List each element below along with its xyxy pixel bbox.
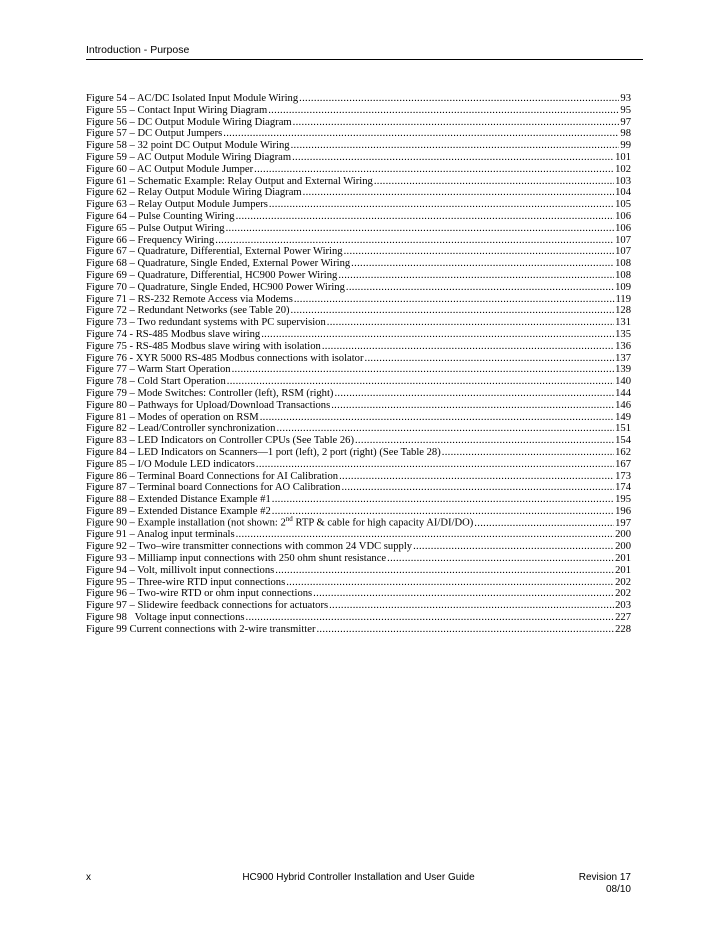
toc-entry-leader bbox=[316, 624, 614, 636]
toc-entry-page: 151 bbox=[615, 423, 631, 435]
toc-entry-label: Figure 66 – Frequency Wiring bbox=[86, 234, 215, 246]
toc-entry-label: Figure 56 – DC Output Module Wiring Diagram bbox=[86, 116, 292, 128]
toc-entry[interactable] bbox=[86, 235, 631, 247]
toc-entry[interactable] bbox=[86, 353, 631, 365]
toc-entry-label: Figure 82 – Lead/Controller synchronization bbox=[86, 423, 276, 435]
toc-entry-page: 227 bbox=[615, 612, 631, 624]
toc-entry[interactable] bbox=[86, 199, 631, 211]
toc-entry[interactable] bbox=[86, 176, 631, 188]
toc-entry[interactable] bbox=[86, 164, 631, 176]
toc-entry-page: 144 bbox=[615, 387, 631, 399]
toc-entry-page: 200 bbox=[615, 529, 631, 541]
toc-entry-page: 102 bbox=[615, 163, 631, 175]
toc-entry-leader bbox=[275, 565, 614, 577]
toc-entry-page: 173 bbox=[615, 470, 631, 482]
toc-entry-leader bbox=[272, 506, 614, 518]
toc-entry-leader bbox=[344, 246, 615, 258]
toc-entry-leader bbox=[246, 612, 615, 624]
toc-entry-label: Figure 79 – Mode Switches: Controller (left), RSM (right) bbox=[86, 387, 334, 399]
toc-entry-label: Figure 60 – AC Output Module Jumper bbox=[86, 163, 254, 175]
toc-entry-label: Figure 57 – DC Output Jumpers bbox=[86, 128, 223, 140]
toc-entry-page: 197 bbox=[615, 517, 631, 529]
toc-entry-leader bbox=[294, 294, 615, 306]
toc-entry-label: Figure 95 – Three-wire RTD input connections bbox=[86, 576, 286, 588]
toc-entry-label: Figure 84 – LED Indicators on Scanners—1 port (left), 2 port (right) (See Table 28) bbox=[86, 446, 441, 458]
toc-entry-page: 98 bbox=[620, 128, 631, 140]
toc-entry-page: 95 bbox=[620, 104, 631, 116]
toc-entry-label: Figure 89 – Extended Distance Example #2 bbox=[86, 505, 271, 517]
toc-entry[interactable] bbox=[86, 565, 631, 577]
toc-entry-page: 97 bbox=[620, 116, 631, 128]
toc-entry-page: 196 bbox=[615, 505, 631, 517]
toc-entry-page: 140 bbox=[615, 376, 631, 388]
toc-entry-label: Figure 63 – Relay Output Module Jumpers bbox=[86, 199, 268, 211]
toc-entry-label: Figure 83 – LED Indicators on Controller CPUs (See Table 26) bbox=[86, 435, 354, 447]
toc-entry-page: 108 bbox=[615, 269, 631, 281]
toc-entry-label: Figure 97 – Slidewire feedback connections for actuators bbox=[86, 600, 329, 612]
toc-entry-label: Figure 73 – Two redundant systems with PC supervision bbox=[86, 317, 326, 329]
toc-entry-label: Figure 65 – Pulse Output Wiring bbox=[86, 222, 225, 234]
toc-entry-leader bbox=[474, 518, 614, 530]
toc-entry-page: 137 bbox=[615, 352, 631, 364]
toc-entry-label: Figure 80 – Pathways for Upload/Download Transactions bbox=[86, 399, 331, 411]
toc-entry-leader bbox=[227, 376, 614, 388]
toc-entry-label: Figure 75 - RS-485 Modbus slave wiring with isolation bbox=[86, 340, 321, 352]
toc-entry-leader bbox=[339, 471, 614, 483]
toc-entry-page: 202 bbox=[615, 576, 631, 588]
toc-entry[interactable] bbox=[86, 388, 631, 400]
toc-entry[interactable] bbox=[86, 400, 631, 412]
toc-entry-page: 101 bbox=[615, 151, 631, 163]
toc-entry-page: 203 bbox=[615, 600, 631, 612]
toc-entry[interactable] bbox=[86, 187, 631, 199]
toc-entry-leader bbox=[293, 117, 620, 129]
toc-entry[interactable] bbox=[86, 270, 631, 282]
header-title: Introduction - Purpose bbox=[86, 44, 190, 56]
toc-entry-label: Figure 93 – Milliamp input connections with 250 ohm shunt resistance bbox=[86, 553, 387, 565]
footer-revision bbox=[579, 872, 631, 896]
toc-entry-leader bbox=[341, 482, 614, 494]
toc-entry[interactable] bbox=[86, 282, 631, 294]
toc-entry-label: Figure 54 – AC/DC Isolated Input Module Wiring bbox=[86, 93, 299, 104]
toc-entry-label: Figure 74 - RS-485 Modbus slave wiring bbox=[86, 328, 261, 340]
toc-entry-label: Figure 69 – Quadrature, Differential, HC900 Power Wiring bbox=[86, 269, 338, 281]
toc-entry-leader bbox=[236, 211, 615, 223]
toc-entry-label: Figure 96 – Two-wire RTD or ohm input connections bbox=[86, 588, 313, 600]
toc-entry[interactable] bbox=[86, 305, 631, 317]
toc-entry-label: Figure 91 – Analog input terminals bbox=[86, 529, 235, 541]
toc-entry-page: 149 bbox=[615, 411, 631, 423]
toc-entry[interactable] bbox=[86, 128, 631, 140]
toc-entry-page: 195 bbox=[615, 494, 631, 506]
toc-entry[interactable] bbox=[86, 612, 631, 624]
toc-entry-leader bbox=[291, 305, 615, 317]
toc-entry-leader bbox=[272, 494, 614, 506]
toc-entry-page: 167 bbox=[615, 458, 631, 470]
toc-entry-label: Figure 92 – Two–wire transmitter connections with common 24 VDC supply bbox=[86, 541, 413, 553]
toc-entry[interactable] bbox=[86, 423, 631, 435]
toc-entry-label: Figure 68 – Quadrature, Single Ended, External Power Wiring bbox=[86, 258, 351, 270]
toc-entry-label: Figure 94 – Volt, millivolt input connections bbox=[86, 564, 275, 576]
toc-entry-label: Figure 77 – Warm Start Operation bbox=[86, 364, 231, 376]
toc-entry-page: 139 bbox=[615, 364, 631, 376]
toc-entry-leader bbox=[215, 235, 614, 247]
toc-entry-leader bbox=[313, 588, 614, 600]
toc-entry[interactable] bbox=[86, 364, 631, 376]
toc-entry-leader bbox=[299, 93, 619, 105]
toc-entry-label: Figure 90 – Example installation (not shown: 2nd RTP & cable for high capacity AI/DI/DO) bbox=[86, 515, 474, 529]
toc-entry[interactable] bbox=[86, 246, 631, 258]
footer-document-title: HC900 Hybrid Controller Installation and User Guide bbox=[242, 872, 475, 883]
toc-entry[interactable] bbox=[86, 600, 631, 612]
toc-entry-label: Figure 72 – Redundant Networks (see Table 20) bbox=[86, 305, 290, 317]
footer-page-number: x bbox=[86, 872, 91, 883]
toc-entry[interactable] bbox=[86, 447, 631, 459]
toc-entry-leader bbox=[355, 435, 614, 447]
toc-entry-leader bbox=[338, 270, 614, 282]
toc-entry[interactable] bbox=[86, 140, 631, 152]
toc-entry-leader bbox=[387, 553, 614, 565]
toc-entry-label: Figure 64 – Pulse Counting Wiring bbox=[86, 210, 235, 222]
toc-entry[interactable] bbox=[86, 211, 631, 223]
toc-entry-page: 131 bbox=[615, 317, 631, 329]
toc-entry-page: 128 bbox=[615, 305, 631, 317]
toc-entry-page: 93 bbox=[620, 93, 631, 104]
page-header bbox=[86, 44, 643, 60]
toc-entry[interactable] bbox=[86, 376, 631, 388]
toc-entry-page: 154 bbox=[615, 435, 631, 447]
footer-revision-date: 08/10 bbox=[605, 884, 631, 895]
toc-entry-leader bbox=[334, 388, 614, 400]
toc-entry-page: 228 bbox=[615, 623, 631, 635]
toc-entry[interactable] bbox=[86, 553, 631, 565]
toc-entry-leader bbox=[261, 329, 614, 341]
toc-entry[interactable] bbox=[86, 494, 631, 506]
toc-entry-leader bbox=[268, 105, 619, 117]
toc-entry-leader bbox=[292, 152, 614, 164]
toc-entry-page: 201 bbox=[615, 553, 631, 565]
toc-entry[interactable] bbox=[86, 541, 631, 553]
toc-entry-label: Figure 67 – Quadrature, Differential, External Power Wiring bbox=[86, 246, 343, 258]
toc-entry-label: Figure 76 - XYR 5000 RS-485 Modbus connections with isolator bbox=[86, 352, 364, 364]
toc-entry-leader bbox=[365, 353, 615, 365]
toc-entry[interactable] bbox=[86, 258, 631, 270]
toc-entry-page: 99 bbox=[620, 140, 631, 152]
toc-entry-label: Figure 58 – 32 point DC Output Module Wiring bbox=[86, 140, 290, 152]
toc-entry[interactable] bbox=[86, 529, 631, 541]
toc-entry-page: 106 bbox=[615, 222, 631, 234]
toc-entry-page: 146 bbox=[615, 399, 631, 411]
footer-revision-number: Revision 17 bbox=[578, 872, 631, 883]
toc-entry-page: 135 bbox=[615, 328, 631, 340]
toc-entry-label: Figure 98 Voltage input connections bbox=[86, 612, 245, 624]
toc-entry-leader bbox=[331, 400, 614, 412]
toc-entry-leader bbox=[374, 176, 614, 188]
toc-entry-label: Figure 81 – Modes of operation on RSM bbox=[86, 411, 259, 423]
toc-entry[interactable] bbox=[86, 435, 631, 447]
toc-entry-page: 103 bbox=[615, 175, 631, 187]
toc-entry-label: Figure 85 – I/O Module LED indicators bbox=[86, 458, 255, 470]
toc-entry-page: 107 bbox=[615, 234, 631, 246]
toc-entry[interactable] bbox=[86, 471, 631, 483]
toc-entry[interactable] bbox=[86, 329, 631, 341]
toc-entry-page: 136 bbox=[615, 340, 631, 352]
toc-entry[interactable] bbox=[86, 577, 631, 589]
toc-entry-leader bbox=[236, 529, 615, 541]
toc-entry-page: 104 bbox=[615, 187, 631, 199]
toc-entry-label: Figure 78 – Cold Start Operation bbox=[86, 376, 226, 388]
toc-entry[interactable] bbox=[86, 152, 631, 164]
toc-entry-leader bbox=[351, 258, 614, 270]
toc-entry-leader bbox=[327, 317, 614, 329]
toc-entry-leader bbox=[413, 541, 614, 553]
toc-entry-label: Figure 86 – Terminal Board Connections for AI Calibration bbox=[86, 470, 339, 482]
toc-entry[interactable] bbox=[86, 117, 631, 129]
toc-entry-page: 119 bbox=[615, 293, 631, 305]
toc-entry-label: Figure 59 – AC Output Module Wiring Diagram bbox=[86, 151, 292, 163]
toc-entry-label: Figure 70 – Quadrature, Single Ended, HC900 Power Wiring bbox=[86, 281, 345, 293]
toc-entry[interactable] bbox=[86, 93, 631, 105]
toc-entry-label: Figure 71 – RS-232 Remote Access via Modems bbox=[86, 293, 293, 305]
toc-entry-leader bbox=[232, 364, 615, 376]
toc-entry-leader bbox=[329, 600, 614, 612]
toc-entry-leader bbox=[303, 187, 614, 199]
toc-entry-leader bbox=[286, 577, 614, 589]
toc-entry-page: 107 bbox=[615, 246, 631, 258]
toc-entry-page: 200 bbox=[615, 541, 631, 553]
toc-entry-page: 106 bbox=[615, 210, 631, 222]
toc-entry-page: 174 bbox=[615, 482, 631, 494]
toc-entry-leader bbox=[256, 459, 614, 471]
toc-entry-page: 109 bbox=[615, 281, 631, 293]
toc-entry-leader bbox=[226, 223, 615, 235]
toc-entry-leader bbox=[254, 164, 614, 176]
toc-entry-leader bbox=[346, 282, 614, 294]
toc-entry-label: Figure 87 – Terminal board Connections for AO Calibration bbox=[86, 482, 341, 494]
toc-entry-leader bbox=[322, 341, 614, 353]
toc-entry-leader bbox=[442, 447, 614, 459]
toc-entry-leader bbox=[260, 412, 614, 424]
toc-entry[interactable] bbox=[86, 515, 631, 530]
toc-entry[interactable] bbox=[86, 482, 631, 494]
toc-entry-page: 105 bbox=[615, 199, 631, 211]
toc-entry-label: Figure 61 – Schematic Example: Relay Output and External Wiring bbox=[86, 175, 373, 187]
toc-entry[interactable] bbox=[86, 412, 631, 424]
list-of-figures bbox=[86, 93, 631, 636]
toc-entry-page: 202 bbox=[615, 588, 631, 600]
toc-entry[interactable] bbox=[86, 341, 631, 353]
toc-entry-label: Figure 62 – Relay Output Module Wiring Diagram bbox=[86, 187, 302, 199]
toc-entry[interactable] bbox=[86, 317, 631, 329]
toc-entry-page: 162 bbox=[615, 446, 631, 458]
toc-entry-leader bbox=[276, 423, 614, 435]
toc-entry-page: 201 bbox=[615, 564, 631, 576]
toc-entry-leader bbox=[269, 199, 614, 211]
toc-entry-leader bbox=[223, 128, 619, 140]
toc-entry-page: 108 bbox=[615, 258, 631, 270]
toc-entry[interactable] bbox=[86, 459, 631, 471]
toc-entry[interactable] bbox=[86, 294, 631, 306]
toc-entry-label: Figure 88 – Extended Distance Example #1 bbox=[86, 494, 271, 506]
toc-entry[interactable] bbox=[86, 588, 631, 600]
toc-entry-label: Figure 99 Current connections with 2-wire transmitter bbox=[86, 623, 316, 635]
toc-entry[interactable] bbox=[86, 624, 631, 636]
toc-entry[interactable] bbox=[86, 223, 631, 235]
toc-entry-leader bbox=[291, 140, 620, 152]
toc-entry-label: Figure 55 – Contact Input Wiring Diagram bbox=[86, 104, 268, 116]
toc-entry[interactable] bbox=[86, 105, 631, 117]
